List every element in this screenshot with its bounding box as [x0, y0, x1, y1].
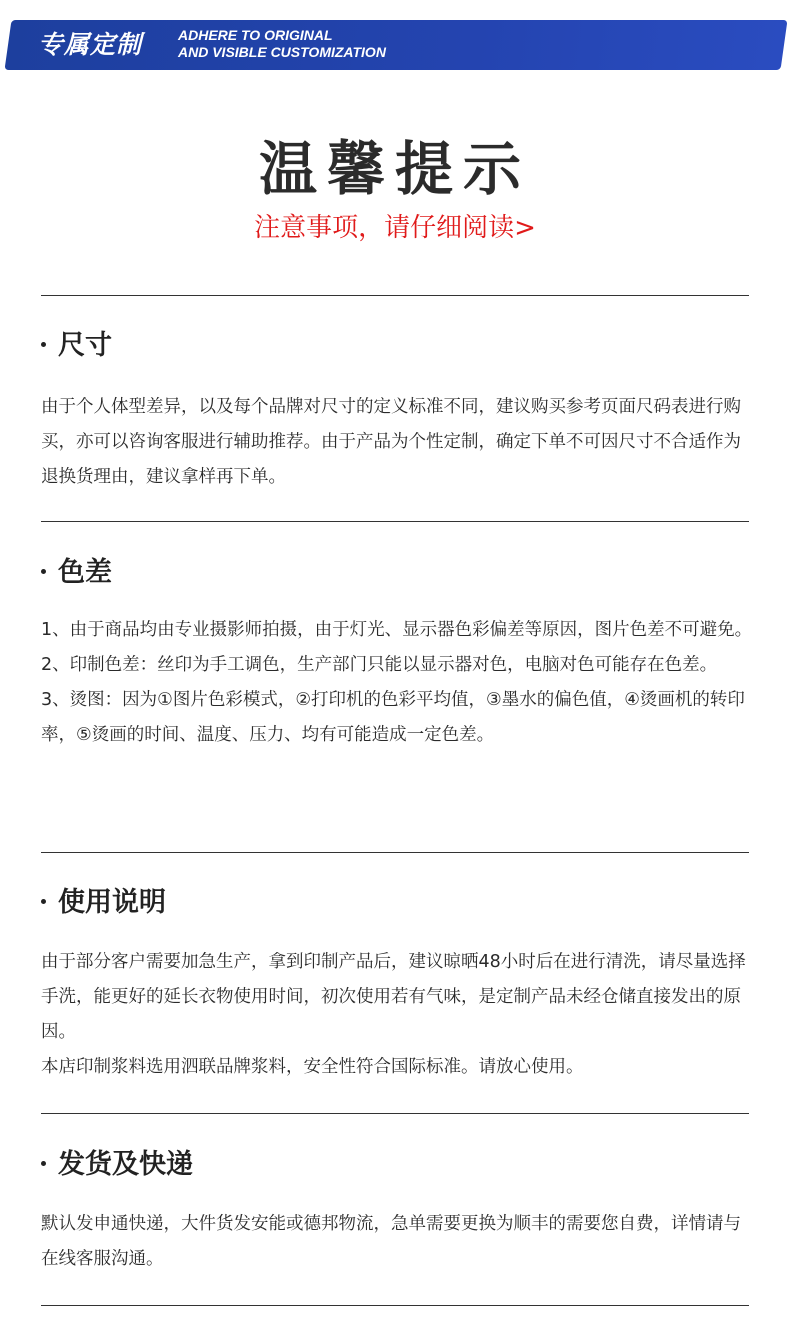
paragraph: 由于个人体型差异，以及每个品牌对尺寸的定义标准不同，建议购买参考页面尺码表进行购买，亦可以咨询客服进行辅助推荐。由于产品为个性定制，确定下单不可因尺寸不合适作为退换货理由，建议拿样再下单。: [41, 397, 741, 487]
paragraph: 3、烫图：因为①图片色彩模式，②打印机的色彩平均值，③墨水的偏色值，④烫画机的转印率，⑤烫画的时间、温度、压力、均有可能造成一定色差。: [41, 690, 745, 745]
bullet-dot: [41, 899, 46, 904]
banner-tagline-line2: AND VISIBLE CUSTOMIZATION: [178, 44, 386, 60]
section-text-shipping: [41, 1207, 753, 1277]
bullet-dot: [41, 342, 46, 347]
section-heading-shipping: 发货及快递: [41, 1147, 193, 1183]
divider: [41, 521, 749, 522]
paragraph: 本店印制浆料选用泗联品牌浆料，安全性符合国际标准。请放心使用。: [41, 1057, 584, 1077]
section-heading-usage: 使用说明: [41, 885, 166, 921]
section-text-usage: [41, 945, 753, 1085]
bullet-dot: [41, 1161, 46, 1166]
bullet-dot: [41, 569, 46, 574]
section-text-size: [41, 390, 753, 495]
paragraph: 2、印制色差：丝印为手工调色，生产部门只能以显示器对色，电脑对色可能存在色差。: [41, 655, 718, 675]
banner-title: 专属定制: [38, 30, 143, 59]
paragraph: 默认发申通快递，大件货发安能或德邦物流，急单需要更换为顺丰的需要您自费，详情请与在线客服沟通。: [41, 1214, 741, 1269]
banner-tagline-line1: ADHERE TO ORIGINAL: [178, 27, 333, 43]
banner-tagline: [178, 27, 386, 61]
divider: [41, 1113, 749, 1114]
page-subtitle: 注意事项，请仔细阅读>: [254, 213, 536, 243]
page-title: 温馨提示: [258, 135, 531, 203]
divider: [41, 295, 749, 296]
divider: [41, 1305, 749, 1306]
section-heading-size: 尺寸: [41, 328, 112, 364]
paragraph: 由于部分客户需要加急生产，拿到印制产品后，建议晾晒48小时后在进行清洗，请尽量选择手洗，能更好的延长衣物使用时间，初次使用若有气味，是定制产品未经仓储直接发出的原因。: [41, 952, 746, 1042]
divider: [41, 852, 749, 853]
section-text-color-difference: [41, 613, 753, 753]
paragraph: 1、由于商品均由专业摄影师拍摄，由于灯光、显示器色彩偏差等原因，图片色差不可避免。: [41, 620, 753, 640]
section-heading-color-difference: 色差: [41, 555, 112, 591]
